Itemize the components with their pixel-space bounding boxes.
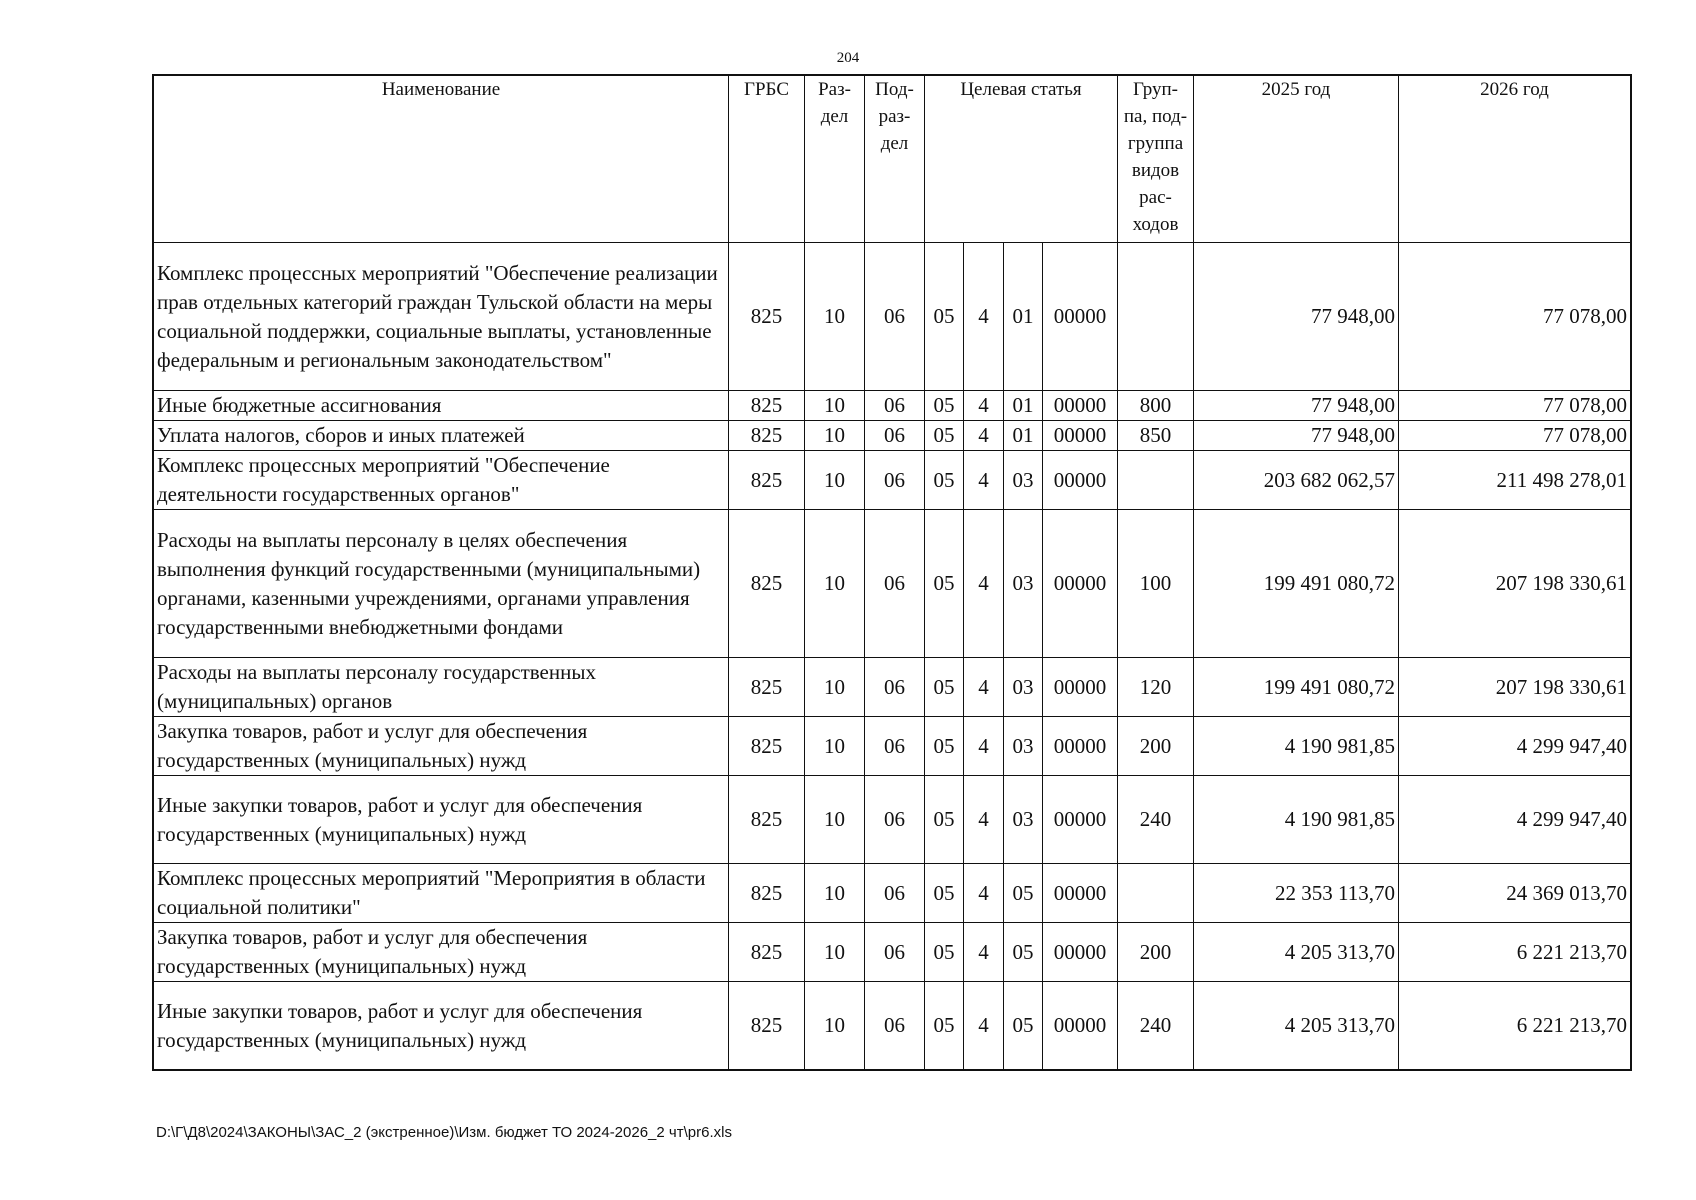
cell-section: 10 bbox=[805, 658, 865, 717]
cell-subsection: 06 bbox=[865, 243, 925, 391]
footer-file-path: D:\Г\Д8\2024\ЗАКОНЫ\ЗАС_2 (экстренное)\Изм. бюджет ТО 2024-2026_2 чт\pr6.xls bbox=[156, 1124, 732, 1141]
cell-subsection: 06 bbox=[865, 864, 925, 923]
header-row bbox=[154, 76, 1631, 243]
cell-subsection: 06 bbox=[865, 982, 925, 1070]
cell-subsection: 06 bbox=[865, 451, 925, 510]
cell-amount-2025: 199 491 080,72 bbox=[1194, 510, 1399, 658]
table-row bbox=[154, 864, 1631, 923]
cell-grbs: 825 bbox=[729, 391, 805, 421]
cell-section: 10 bbox=[805, 451, 865, 510]
table-row bbox=[154, 451, 1631, 510]
table-body bbox=[154, 243, 1631, 1070]
cell-amount-2026: 24 369 013,70 bbox=[1399, 864, 1631, 923]
cell-amount-2025: 203 682 062,57 bbox=[1194, 451, 1399, 510]
table-row bbox=[154, 658, 1631, 717]
cell-expense-group bbox=[1118, 864, 1194, 923]
header-grbs: ГРБС bbox=[729, 76, 805, 243]
cell-name: Иные закупки товаров, работ и услуг для обеспечения государственных (муниципальных) нужд bbox=[154, 982, 729, 1070]
cell-target-program: 05 bbox=[925, 391, 964, 421]
cell-target-complex: 03 bbox=[1004, 717, 1043, 776]
cell-section: 10 bbox=[805, 982, 865, 1070]
cell-target-direction: 00000 bbox=[1043, 421, 1118, 451]
cell-target-type: 4 bbox=[964, 510, 1004, 658]
cell-target-program: 05 bbox=[925, 982, 964, 1070]
table-row bbox=[154, 510, 1631, 658]
cell-target-type: 4 bbox=[964, 717, 1004, 776]
cell-amount-2025: 4 190 981,85 bbox=[1194, 717, 1399, 776]
cell-grbs: 825 bbox=[729, 658, 805, 717]
cell-name: Комплекс процессных мероприятий "Мероприятия в области социальной политики" bbox=[154, 864, 729, 923]
cell-target-program: 05 bbox=[925, 510, 964, 658]
cell-target-type: 4 bbox=[964, 982, 1004, 1070]
cell-target-complex: 01 bbox=[1004, 391, 1043, 421]
cell-section: 10 bbox=[805, 864, 865, 923]
cell-amount-2026: 77 078,00 bbox=[1399, 421, 1631, 451]
cell-expense-group: 800 bbox=[1118, 391, 1194, 421]
cell-amount-2026: 211 498 278,01 bbox=[1399, 451, 1631, 510]
cell-amount-2026: 6 221 213,70 bbox=[1399, 982, 1631, 1070]
cell-target-program: 05 bbox=[925, 776, 964, 864]
cell-target-type: 4 bbox=[964, 421, 1004, 451]
cell-grbs: 825 bbox=[729, 421, 805, 451]
cell-target-direction: 00000 bbox=[1043, 864, 1118, 923]
cell-target-direction: 00000 bbox=[1043, 510, 1118, 658]
cell-expense-group bbox=[1118, 451, 1194, 510]
cell-name: Закупка товаров, работ и услуг для обеспечения государственных (муниципальных) нужд bbox=[154, 923, 729, 982]
cell-target-program: 05 bbox=[925, 658, 964, 717]
cell-amount-2025: 22 353 113,70 bbox=[1194, 864, 1399, 923]
cell-target-program: 05 bbox=[925, 421, 964, 451]
header-target-article: Целевая статья bbox=[925, 76, 1118, 243]
cell-name: Комплекс процессных мероприятий "Обеспечение деятельности государственных органов" bbox=[154, 451, 729, 510]
cell-amount-2026: 77 078,00 bbox=[1399, 243, 1631, 391]
budget-table bbox=[153, 75, 1631, 1070]
cell-expense-group: 200 bbox=[1118, 923, 1194, 982]
cell-expense-group: 200 bbox=[1118, 717, 1194, 776]
cell-amount-2025: 199 491 080,72 bbox=[1194, 658, 1399, 717]
cell-expense-group: 240 bbox=[1118, 776, 1194, 864]
cell-expense-group bbox=[1118, 243, 1194, 391]
cell-section: 10 bbox=[805, 391, 865, 421]
cell-target-type: 4 bbox=[964, 923, 1004, 982]
cell-target-direction: 00000 bbox=[1043, 717, 1118, 776]
cell-target-program: 05 bbox=[925, 717, 964, 776]
cell-subsection: 06 bbox=[865, 923, 925, 982]
table-row bbox=[154, 982, 1631, 1070]
cell-target-direction: 00000 bbox=[1043, 658, 1118, 717]
cell-grbs: 825 bbox=[729, 776, 805, 864]
cell-target-complex: 01 bbox=[1004, 421, 1043, 451]
cell-target-complex: 01 bbox=[1004, 243, 1043, 391]
cell-subsection: 06 bbox=[865, 421, 925, 451]
table-row bbox=[154, 923, 1631, 982]
cell-name: Уплата налогов, сборов и иных платежей bbox=[154, 421, 729, 451]
cell-target-complex: 03 bbox=[1004, 658, 1043, 717]
table-row bbox=[154, 421, 1631, 451]
cell-subsection: 06 bbox=[865, 510, 925, 658]
cell-grbs: 825 bbox=[729, 510, 805, 658]
cell-target-complex: 05 bbox=[1004, 923, 1043, 982]
cell-grbs: 825 bbox=[729, 923, 805, 982]
table-row bbox=[154, 243, 1631, 391]
cell-subsection: 06 bbox=[865, 658, 925, 717]
cell-expense-group: 850 bbox=[1118, 421, 1194, 451]
cell-grbs: 825 bbox=[729, 717, 805, 776]
cell-target-direction: 00000 bbox=[1043, 982, 1118, 1070]
cell-target-complex: 03 bbox=[1004, 451, 1043, 510]
cell-subsection: 06 bbox=[865, 776, 925, 864]
table-row bbox=[154, 391, 1631, 421]
header-expense-group: Груп- па, под- группа видов рас- ходов bbox=[1118, 76, 1194, 243]
cell-target-type: 4 bbox=[964, 391, 1004, 421]
cell-section: 10 bbox=[805, 421, 865, 451]
cell-section: 10 bbox=[805, 923, 865, 982]
cell-target-complex: 05 bbox=[1004, 982, 1043, 1070]
cell-target-complex: 03 bbox=[1004, 510, 1043, 658]
cell-target-direction: 00000 bbox=[1043, 451, 1118, 510]
cell-name: Закупка товаров, работ и услуг для обеспечения государственных (муниципальных) нужд bbox=[154, 717, 729, 776]
header-year-2025: 2025 год bbox=[1194, 76, 1399, 243]
table-row bbox=[154, 717, 1631, 776]
cell-grbs: 825 bbox=[729, 243, 805, 391]
header-name: Наименование bbox=[154, 76, 729, 243]
cell-target-type: 4 bbox=[964, 776, 1004, 864]
cell-expense-group: 240 bbox=[1118, 982, 1194, 1070]
cell-target-program: 05 bbox=[925, 451, 964, 510]
cell-amount-2026: 77 078,00 bbox=[1399, 391, 1631, 421]
cell-subsection: 06 bbox=[865, 717, 925, 776]
cell-section: 10 bbox=[805, 776, 865, 864]
cell-target-complex: 05 bbox=[1004, 864, 1043, 923]
cell-subsection: 06 bbox=[865, 391, 925, 421]
header-subsection: Под- раз- дел bbox=[865, 76, 925, 243]
cell-grbs: 825 bbox=[729, 451, 805, 510]
cell-target-program: 05 bbox=[925, 243, 964, 391]
cell-section: 10 bbox=[805, 243, 865, 391]
cell-name: Иные закупки товаров, работ и услуг для обеспечения государственных (муниципальных) нужд bbox=[154, 776, 729, 864]
cell-name: Расходы на выплаты персоналу государственных (муниципальных) органов bbox=[154, 658, 729, 717]
table-row bbox=[154, 776, 1631, 864]
cell-section: 10 bbox=[805, 510, 865, 658]
header-section: Раз- дел bbox=[805, 76, 865, 243]
cell-name: Иные бюджетные ассигнования bbox=[154, 391, 729, 421]
header-year-2026: 2026 год bbox=[1399, 76, 1631, 243]
cell-target-program: 05 bbox=[925, 864, 964, 923]
cell-target-type: 4 bbox=[964, 864, 1004, 923]
cell-target-type: 4 bbox=[964, 451, 1004, 510]
cell-name: Комплекс процессных мероприятий "Обеспечение реализации прав отдельных категорий граждан Тульской области на меры социальной поддержки, социальные выплаты, установленные федеральным и региональным законодательством" bbox=[154, 243, 729, 391]
cell-amount-2025: 77 948,00 bbox=[1194, 391, 1399, 421]
cell-target-type: 4 bbox=[964, 243, 1004, 391]
cell-amount-2025: 77 948,00 bbox=[1194, 243, 1399, 391]
cell-grbs: 825 bbox=[729, 864, 805, 923]
cell-grbs: 825 bbox=[729, 982, 805, 1070]
cell-amount-2026: 6 221 213,70 bbox=[1399, 923, 1631, 982]
cell-expense-group: 120 bbox=[1118, 658, 1194, 717]
cell-amount-2026: 207 198 330,61 bbox=[1399, 510, 1631, 658]
cell-target-complex: 03 bbox=[1004, 776, 1043, 864]
cell-amount-2026: 207 198 330,61 bbox=[1399, 658, 1631, 717]
cell-amount-2025: 77 948,00 bbox=[1194, 421, 1399, 451]
cell-target-type: 4 bbox=[964, 658, 1004, 717]
cell-name: Расходы на выплаты персоналу в целях обеспечения выполнения функций государственными (муниципальными) органами, казенными учреждениями, органами управления государственными внебюджетными фондами bbox=[154, 510, 729, 658]
page-number: 204 bbox=[836, 50, 860, 66]
cell-amount-2026: 4 299 947,40 bbox=[1399, 717, 1631, 776]
cell-target-direction: 00000 bbox=[1043, 776, 1118, 864]
cell-section: 10 bbox=[805, 717, 865, 776]
cell-amount-2025: 4 205 313,70 bbox=[1194, 923, 1399, 982]
cell-target-direction: 00000 bbox=[1043, 923, 1118, 982]
cell-expense-group: 100 bbox=[1118, 510, 1194, 658]
cell-target-direction: 00000 bbox=[1043, 391, 1118, 421]
cell-amount-2026: 4 299 947,40 bbox=[1399, 776, 1631, 864]
cell-amount-2025: 4 190 981,85 bbox=[1194, 776, 1399, 864]
cell-amount-2025: 4 205 313,70 bbox=[1194, 982, 1399, 1070]
cell-target-program: 05 bbox=[925, 923, 964, 982]
cell-target-direction: 00000 bbox=[1043, 243, 1118, 391]
